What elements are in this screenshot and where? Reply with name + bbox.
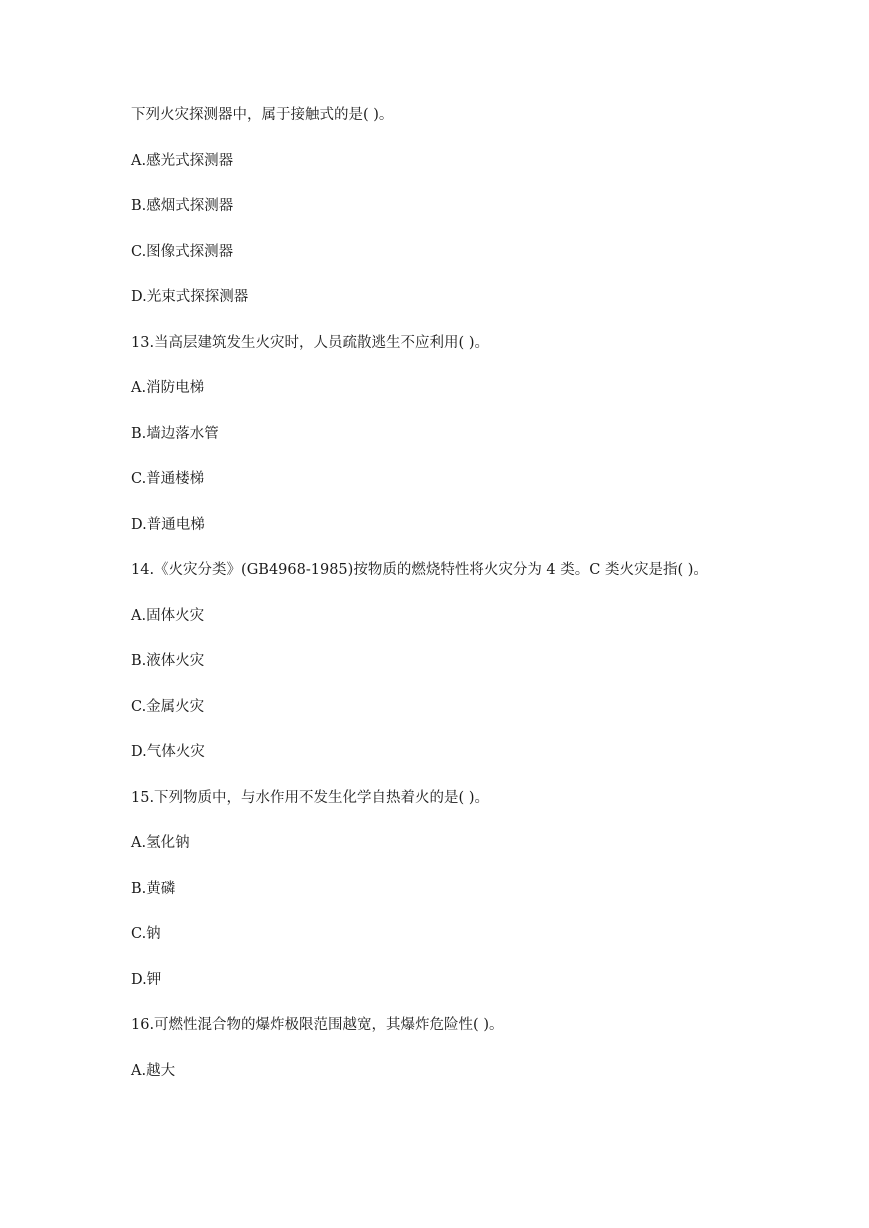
answer-option: C.普通楼梯	[131, 471, 205, 487]
answer-option: C.钠	[131, 926, 161, 942]
question-stem: 16.可燃性混合物的爆炸极限范围越宽，其爆炸危险性( )。	[131, 1017, 504, 1033]
answer-option: D.普通电梯	[131, 517, 205, 533]
answer-option: B.墙边落水管	[131, 426, 219, 442]
question-stem: 13.当高层建筑发生火灾时，人员疏散逃生不应利用( )。	[131, 335, 489, 351]
answer-option: A.越大	[131, 1063, 176, 1079]
answer-option: B.感烟式探测器	[131, 198, 234, 214]
answer-option: D.光束式探探测器	[131, 289, 249, 305]
question-stem: 下列火灾探测器中，属于接触式的是( )。	[131, 107, 394, 123]
answer-option: B.黄磷	[131, 881, 176, 897]
answer-option: C.金属火灾	[131, 699, 205, 715]
answer-option: B.液体火灾	[131, 653, 205, 669]
answer-option: D.钾	[131, 972, 162, 988]
answer-option: C.图像式探测器	[131, 244, 234, 260]
answer-option: A.氢化钠	[131, 835, 190, 851]
answer-option: A.消防电梯	[131, 380, 205, 396]
answer-option: D.气体火灾	[131, 744, 205, 760]
answer-option: A.固体火灾	[131, 608, 205, 624]
question-stem: 15.下列物质中，与水作用不发生化学自热着火的是( )。	[131, 790, 489, 806]
question-stem: 14.《火灾分类》(GB4968-1985)按物质的燃烧特性将火灾分为 4 类。C 类火灾是指( )。	[131, 562, 708, 578]
answer-option: A.感光式探测器	[131, 153, 234, 169]
